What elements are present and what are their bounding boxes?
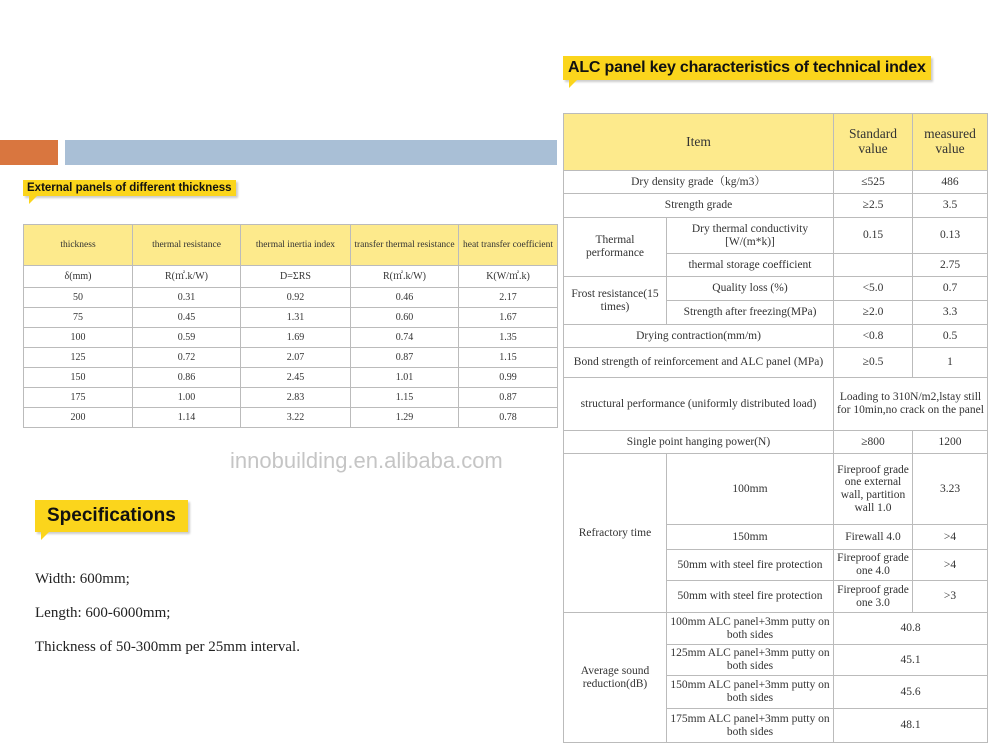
standard-cell: ≥0.5 — [834, 348, 913, 378]
table-row — [564, 431, 988, 454]
item-cell: thermal storage coefficient — [667, 254, 834, 277]
measured-cell: 1 — [913, 348, 988, 378]
measured-cell: 0.5 — [913, 325, 988, 348]
header-cell: heat transfer coefficient — [459, 225, 558, 266]
standard-cell: Fireproof grade one external wall, partition wall 1.0 — [834, 454, 913, 525]
measured-cell: 3.23 — [913, 454, 988, 525]
measured-cell: 1200 — [913, 431, 988, 454]
tech-index-table — [563, 113, 988, 743]
table-header-row — [564, 114, 988, 171]
table-cell: 100 — [24, 328, 133, 348]
standard-cell: 0.15 — [834, 218, 913, 254]
item-cell: Bond strength of reinforcement and ALC panel (MPa) — [564, 348, 834, 378]
table-cell: 200 — [24, 408, 133, 428]
measured-cell: 0.13 — [913, 218, 988, 254]
unit-cell: R(㎡.k/W) — [351, 266, 459, 288]
standard-cell: ≥2.5 — [834, 194, 913, 218]
table-cell: 1.14 — [133, 408, 241, 428]
item-cell: Single point hanging power(N) — [564, 431, 834, 454]
group-cell: Thermal performance — [564, 218, 667, 277]
header-cell: thickness — [24, 225, 133, 266]
table-row — [564, 194, 988, 218]
table-cell: 1.67 — [459, 308, 558, 328]
table-row — [564, 277, 988, 301]
item-cell: 175mm ALC panel+3mm putty on both sides — [667, 709, 834, 743]
table-cell: 125 — [24, 348, 133, 368]
spec-thickness: Thickness of 50-300mm per 25mm interval. — [35, 639, 300, 655]
group-cell: Frost resistance(15 times) — [564, 277, 667, 325]
table-cell: 0.45 — [133, 308, 241, 328]
header-cell: transfer thermal resistance — [351, 225, 459, 266]
header-measured: measured value — [913, 114, 988, 171]
standard-cell: ≥800 — [834, 431, 913, 454]
table-cell: 0.74 — [351, 328, 459, 348]
blue-bar — [65, 140, 557, 165]
header-cell: thermal resistance — [133, 225, 241, 266]
table-row — [564, 613, 988, 645]
right-title-banner: ALC panel key characteristics of technical index — [563, 56, 931, 80]
table-row — [24, 308, 558, 328]
table-cell: 175 — [24, 388, 133, 408]
table-row — [24, 328, 558, 348]
item-cell: Drying contraction(mm/m) — [564, 325, 834, 348]
table-cell: 2.45 — [241, 368, 351, 388]
table-cell: 0.78 — [459, 408, 558, 428]
spec-length: Length: 600-6000mm; — [35, 605, 171, 621]
measured-cell: >3 — [913, 581, 988, 613]
measured-cell: 3.3 — [913, 301, 988, 325]
watermark: innobuilding.en.alibaba.com — [230, 448, 503, 473]
orange-bar — [0, 140, 58, 165]
table-row — [564, 348, 988, 378]
standard-cell: Firewall 4.0 — [834, 525, 913, 550]
table-cell: 1.01 — [351, 368, 459, 388]
group-cell: Refractory time — [564, 454, 667, 613]
table-cell: 1.00 — [133, 388, 241, 408]
table-cell: 1.15 — [459, 348, 558, 368]
item-cell: 100mm — [667, 454, 834, 525]
thickness-table — [23, 224, 558, 428]
item-cell: Quality loss (%) — [667, 277, 834, 301]
table-row — [564, 325, 988, 348]
table-cell: 0.87 — [459, 388, 558, 408]
table-cell: 0.46 — [351, 288, 459, 308]
table-cell: 0.87 — [351, 348, 459, 368]
table-row — [24, 288, 558, 308]
table-cell: 3.22 — [241, 408, 351, 428]
unit-cell: K(W/㎡.k) — [459, 266, 558, 288]
value-cell: 45.6 — [834, 676, 988, 709]
group-cell: Average sound reduction(dB) — [564, 613, 667, 743]
spec-width: Width: 600mm; — [35, 571, 130, 587]
table-cell: 0.60 — [351, 308, 459, 328]
table-cell: 0.99 — [459, 368, 558, 388]
table-row — [24, 408, 558, 428]
item-cell: 150mm — [667, 525, 834, 550]
table-cell: 0.72 — [133, 348, 241, 368]
measured-cell: 486 — [913, 171, 988, 194]
table-cell: 1.35 — [459, 328, 558, 348]
unit-cell: R(㎡.k/W) — [133, 266, 241, 288]
value-cell: 40.8 — [834, 613, 988, 645]
measured-cell: 0.7 — [913, 277, 988, 301]
standard-cell: ≤525 — [834, 171, 913, 194]
item-cell: 100mm ALC panel+3mm putty on both sides — [667, 613, 834, 645]
item-cell: 125mm ALC panel+3mm putty on both sides — [667, 645, 834, 676]
table-cell: 1.69 — [241, 328, 351, 348]
table-cell: 1.29 — [351, 408, 459, 428]
value-cell: 45.1 — [834, 645, 988, 676]
table-row — [24, 348, 558, 368]
spec-title-banner: Specifications — [35, 500, 188, 532]
table-header-row — [24, 225, 558, 266]
table-row — [24, 368, 558, 388]
table-row — [24, 388, 558, 408]
standard-cell: Fireproof grade one 3.0 — [834, 581, 913, 613]
table-cell: 2.83 — [241, 388, 351, 408]
table-cell: 1.31 — [241, 308, 351, 328]
item-cell: Strength after freezing(MPa) — [667, 301, 834, 325]
item-cell: Strength grade — [564, 194, 834, 218]
table-row — [564, 378, 988, 431]
header-standard: Standard value — [834, 114, 913, 171]
standard-cell: ≥2.0 — [834, 301, 913, 325]
standard-cell: Fireproof grade one 4.0 — [834, 550, 913, 581]
table-cell: 0.92 — [241, 288, 351, 308]
table-cell: 75 — [24, 308, 133, 328]
item-cell: Dry density grade（kg/m3） — [564, 171, 834, 194]
measured-cell: 2.75 — [913, 254, 988, 277]
item-cell: Dry thermal conductivity [W/(m*k)] — [667, 218, 834, 254]
measured-cell: 3.5 — [913, 194, 988, 218]
unit-cell: δ(mm) — [24, 266, 133, 288]
left-title-banner: External panels of different thickness — [23, 180, 236, 196]
measured-cell: >4 — [913, 525, 988, 550]
table-cell: 1.15 — [351, 388, 459, 408]
table-cell: 0.59 — [133, 328, 241, 348]
units-row — [24, 266, 558, 288]
item-cell: 150mm ALC panel+3mm putty on both sides — [667, 676, 834, 709]
measured-cell: >4 — [913, 550, 988, 581]
table-cell: 50 — [24, 288, 133, 308]
header-item: Item — [564, 114, 834, 171]
table-cell: 2.17 — [459, 288, 558, 308]
table-row — [564, 171, 988, 194]
result-cell: Loading to 310N/m2,lstay still for 10min,no crack on the panel — [834, 378, 988, 431]
header-cell: thermal inertia index — [241, 225, 351, 266]
table-cell: 2.07 — [241, 348, 351, 368]
standard-cell — [834, 254, 913, 277]
table-row — [564, 454, 988, 525]
unit-cell: D=ΣRS — [241, 266, 351, 288]
table-row — [564, 218, 988, 254]
value-cell: 48.1 — [834, 709, 988, 743]
table-cell: 0.86 — [133, 368, 241, 388]
item-cell: 50mm with steel fire protection — [667, 550, 834, 581]
table-cell: 0.31 — [133, 288, 241, 308]
item-cell: 50mm with steel fire protection — [667, 581, 834, 613]
standard-cell: <5.0 — [834, 277, 913, 301]
table-cell: 150 — [24, 368, 133, 388]
item-cell: structural performance (uniformly distributed load) — [564, 378, 834, 431]
standard-cell: <0.8 — [834, 325, 913, 348]
